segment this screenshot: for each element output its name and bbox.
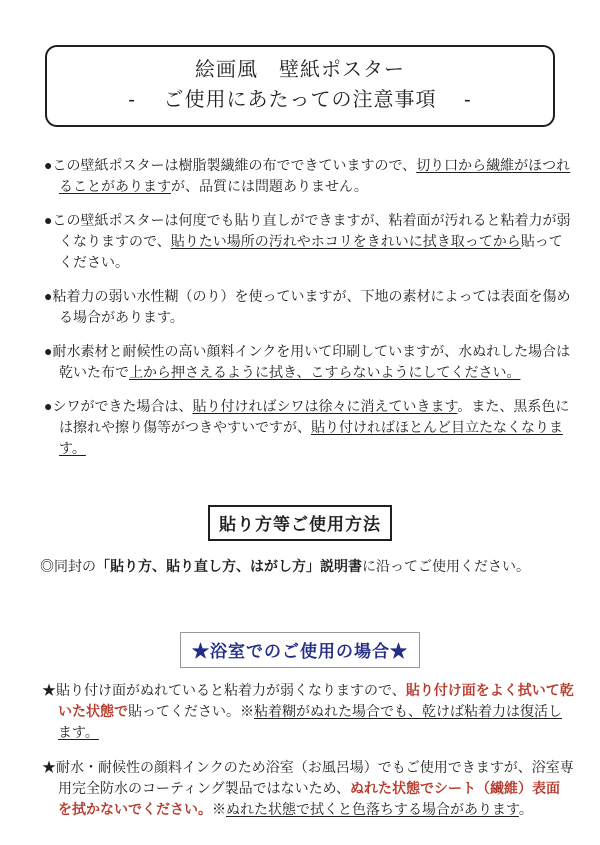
text-segment: 。また、黒系色には擦れや擦り傷等がつきやすいですが、 <box>59 398 570 435</box>
text-segment: この壁紙ポスターは樹脂製繊維の布でできていますので、 <box>52 157 417 173</box>
caution-note <box>44 210 574 273</box>
bathroom-note <box>42 757 574 820</box>
text-segment: ぬれた状態でシート（繊維）表面を拭かないでください。 <box>58 780 561 817</box>
caution-note <box>44 396 574 459</box>
text-segment: 貼り付け面がぬれていると粘着力が弱くなりますので、 <box>56 682 406 698</box>
usage-section <box>0 505 600 541</box>
instruction-sheet <box>0 45 600 845</box>
text-segment: 貼ってください。 <box>59 233 563 270</box>
text-segment: この壁紙ポスターは何度でも貼り直しができますが、粘着面が汚れると粘着力が弱くなりますので、 <box>52 212 571 249</box>
bathroom-note-text <box>56 759 574 817</box>
text-segment: 貼りたい場所の汚れやホコリをきれいに拭き取ってから <box>170 233 521 249</box>
bullet-icon: ● <box>44 398 53 414</box>
text-segment: 耐水・耐候性の顔料インクのため浴室（お風呂場）でもご使用できますが、浴室専用完全防水のコーティング製品ではないため、 <box>56 759 574 796</box>
caution-note <box>44 155 574 197</box>
text-segment: シワができた場合は、 <box>52 398 193 414</box>
caution-note-text <box>52 157 570 194</box>
bathroom-note <box>42 680 574 743</box>
title-line-2: - ご使用にあたっての注意事項 - <box>128 89 472 111</box>
bullet-icon: ● <box>44 343 53 359</box>
star-icon: ★ <box>42 682 56 698</box>
text-segment: 貼り付け面をよく拭いて乾いた状態で <box>58 682 574 719</box>
usage-section-heading: 貼り方等ご使用方法 <box>208 505 392 541</box>
text-segment: ぬれた状態で拭くと色落ちする場合があります <box>226 801 519 817</box>
text-segment: に沿ってご使用ください。 <box>362 558 530 574</box>
caution-note-text <box>52 212 570 270</box>
bullet-icon: ● <box>44 212 53 228</box>
star-icon: ★ <box>42 759 56 775</box>
caution-note <box>44 286 574 328</box>
caution-note-text <box>52 343 570 380</box>
text-segment: 粘着力の弱い水性糊（のり）を使っていますが、下地の素材によっては表面を傷める場合があります。 <box>52 288 571 325</box>
text-segment: 貼ってください。※ <box>128 703 254 719</box>
caution-note-text <box>52 288 570 325</box>
text-segment: 貼り付ければシワは徐々に消えていきます <box>192 398 458 414</box>
title-line-1: 絵画風 壁紙ポスター <box>195 59 405 81</box>
text-segment: 上から押さえるように拭き、こすらないようにしてください。 <box>129 364 521 380</box>
text-segment: 「貼り方、貼り直し方、はがし方」説明書 <box>96 558 362 574</box>
bathroom-section-heading: ★浴室でのご使用の場合★ <box>180 632 420 668</box>
text-segment: ※ <box>212 801 226 817</box>
usage-instruction <box>40 556 574 577</box>
caution-note <box>44 341 574 383</box>
caution-notes-list <box>44 155 574 459</box>
text-segment: 耐水素材と耐候性の高い顔料インクを用いて印刷していますが、水ぬれした場合は乾いた布で <box>52 343 571 380</box>
bathroom-notes-list <box>42 680 574 820</box>
caution-note-text <box>52 398 569 456</box>
bathroom-section <box>0 632 600 668</box>
text-segment: 貼り付ければほとんど目立たなくなります。 <box>59 419 563 456</box>
text-segment: ◎同封の <box>40 558 96 574</box>
bullet-icon: ● <box>44 288 53 304</box>
title-box <box>45 45 555 127</box>
text-segment: が、品質には問題ありません。 <box>171 178 368 194</box>
text-segment: 粘着糊がぬれた場合でも、乾けば粘着力は復活します。 <box>58 703 562 740</box>
bathroom-note-text <box>56 682 574 740</box>
text-segment: 切り口から繊維がほつれることがあります <box>59 157 571 194</box>
bullet-icon: ● <box>44 157 53 173</box>
text-segment: 。 <box>518 801 533 817</box>
